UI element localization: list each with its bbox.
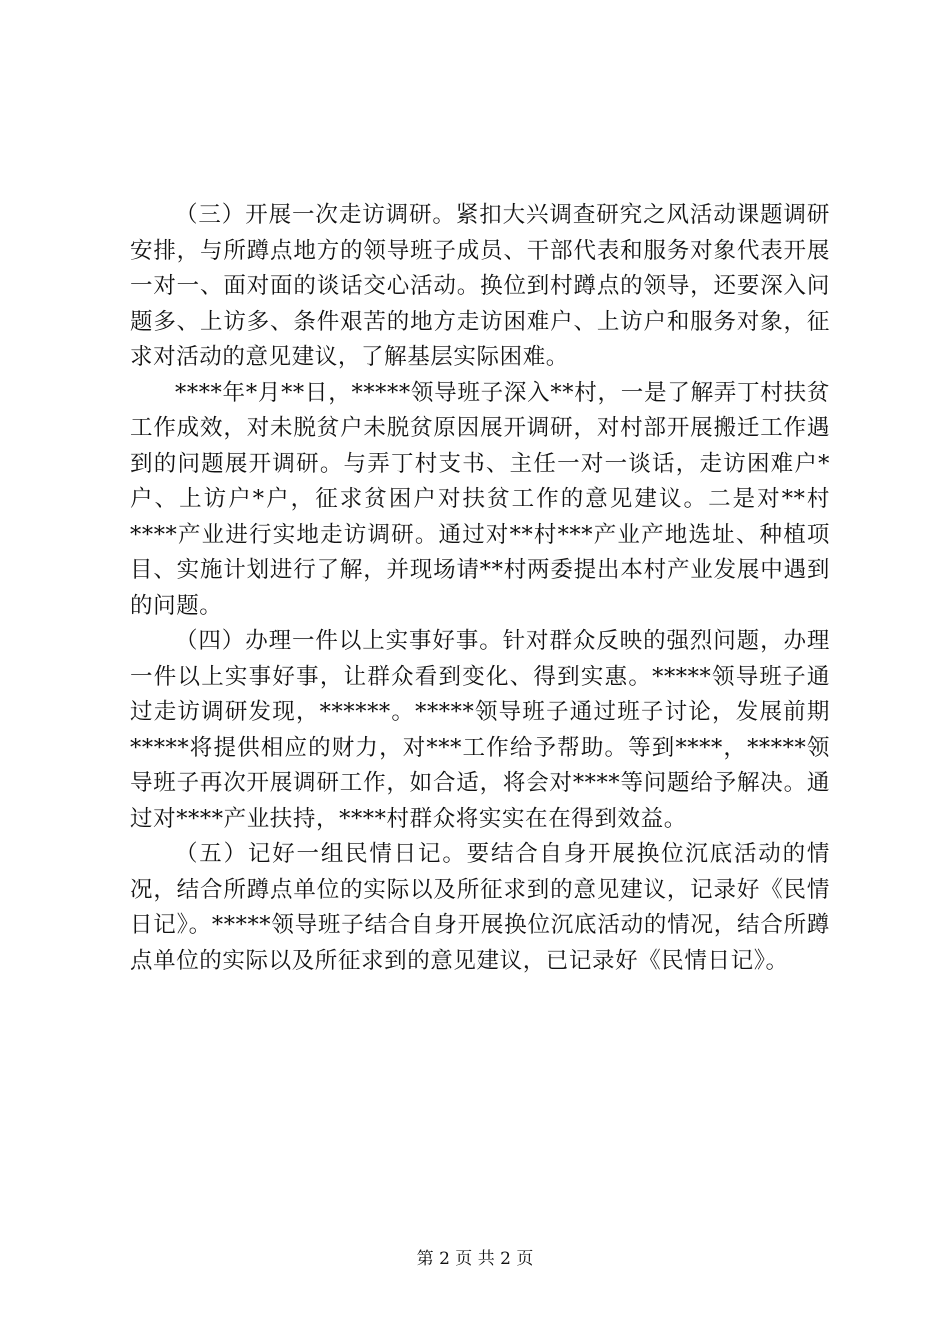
paragraph-visit-details: ****年*月**日，*****领导班子深入**村，一是了解弄丁村扶贫工作成效，对未脱贫户未脱贫原因展开调研，对村部开展搬迁工作遇到的问题展开调研。与弄丁村支书、主任一对一谈话，走访困难户*户、上访户*户，征求贫困户对扶贫工作的意见建议。二是对**村****产业进行实地走访调研。通过对**村***产业产地选址、种植项目、实施计划进行了解，并现场请**村两委提出本村产业发展中遇到的问题。 bbox=[130, 379, 830, 619]
document-body bbox=[130, 198, 830, 979]
paragraph-section-4: （四）办理一件以上实事好事。针对群众反映的强烈问题，办理一件以上实事好事，让群众看到变化、得到实惠。*****领导班子通过走访调研发现，******。*****领导班子通过班子讨论，发展前期*****将提供相应的财力，对***工作给予帮助。等到****，*****领导班子再次开展调研工作，如合适，将会对****等问题给予解决。通过对****产业扶持，****村群众将实实在在得到效益。 bbox=[130, 628, 830, 832]
paragraph-section-5: （五）记好一组民情日记。要结合自身开展换位沉底活动的情况，结合所蹲点单位的实际以及所征求到的意见建议，记录好《民情日记》。*****领导班子结合自身开展换位沉底活动的情况，结合所蹲点单位的实际以及所征求到的意见建议，已记录好《民情日记》。 bbox=[130, 841, 830, 974]
paragraph-section-3: （三）开展一次走访调研。紧扣大兴调查研究之风活动课题调研安排，与所蹲点地方的领导班子成员、干部代表和服务对象代表开展一对一、面对面的谈话交心活动。换位到村蹲点的领导，还要深入问题多、上访多、条件艰苦的地方走访困难户、上访户和服务对象，征求对活动的意见建议，了解基层实际困难。 bbox=[130, 202, 830, 370]
page-footer: 第 2 页 共 2 页 bbox=[416, 1249, 534, 1269]
